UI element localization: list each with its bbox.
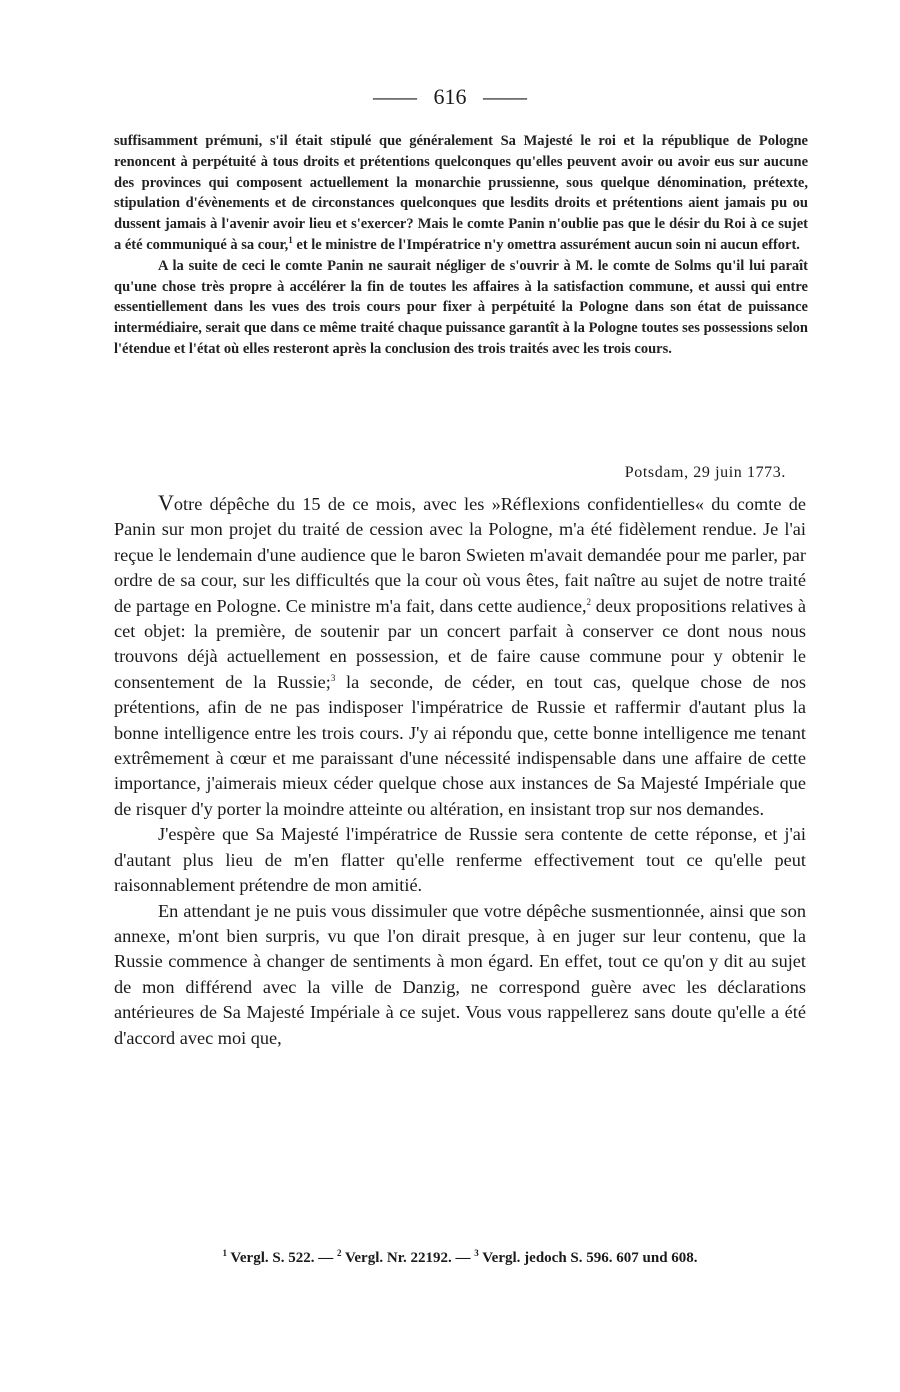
footnote-ref-3: 3 [330, 672, 336, 683]
footnote-1-text: Vergl. S. 522. — [226, 1250, 337, 1266]
preceding-paragraph-1-text: suffisamment prémuni, s'il était stipulé que généralement Sa Majesté le roi et la république de Pologne renoncent à perpétuité à tous droits et prétentions quelconques qu'elles peuvent avoir ou avoir eus sur aucune des provinces qui composent actuellement la monarchie prussienne, sous quelque dénomination, prétexte, stipulation d'évènements et de circonstances quelconques que lesdits droits et prétentions aient jamais pu ou dussent jamais à l'avenir avoir lieu et s'exercer? Mais le comte Panin n'oublie pas que le désir du Roi à ce sujet a été communiqué à sa cour, [114, 133, 808, 253]
page-header [0, 84, 900, 110]
preceding-paragraph-1-end: et le ministre de l'Impératrice n'y omettra assurément aucun soin ni aucun effort. [292, 236, 800, 253]
dateline [114, 462, 786, 484]
page-number: 616 [433, 84, 467, 109]
footnote-2-number: 2 [336, 1248, 342, 1258]
footnote-2-text: Vergl. Nr. 22192. — [341, 1250, 475, 1266]
header-dash-left: —— [373, 84, 417, 109]
preceding-paragraph-2: A la suite de ceci le comte Panin ne saurait négliger de s'ouvrir à M. le comte de Solms qu'il lui paraît qu'une chose très propre à accélérer la fin de toutes les affaires à la satisfaction commune, et aussi qui entre essentiellement dans les vues des trois cours pour fixer à perpétuité la Pologne dans son état de puissance intermédiaire, serait que dans ce même traité chaque puissance garantît à la Pologne toutes ses possessions selon l'étendue et l'état où elles resteront après la conclusion des trois traités avec les trois cours. [114, 257, 808, 357]
preceding-paragraph-1 [114, 131, 808, 256]
footnote-ref-1: 1 [288, 235, 293, 246]
preceding-text-block [114, 131, 808, 360]
letter-paragraph-3: En attendant je ne puis vous dissimuler que votre dépêche susmentionnée, ainsi que son annexe, m'ont bien surpris, vu que l'on dirait presque, à en juger sur leur contenu, que la Russie commence à changer de sentiments à mon égard. En effet, tout ce qu'on y dit au sujet de mon différend avec la ville de Danzig, ne correspond guère avec les déclarations antérieures de Sa Majesté Impériale à ce sujet. Vous vous rappellerez sans doute qu'elle a été d'accord avec moi que, [114, 900, 806, 1048]
header-dash-right: —— [483, 84, 527, 109]
dateline-date: 29 juin 1773. [693, 464, 786, 481]
letter-paragraph-1-c: la seconde, de céder, en tout cas, quelque chose de nos prétentions, afin de ne pas indisposer l'impératrice de Russie et raffermir d'autant plus la bonne intelligence entre les trois cours. J'y ai répondu que, cette bonne intelligence me tenant extrêmement à cœur et me paraissant d'une nécessité indispensable dans une affaire de cette importance, j'aimerais mieux céder quelque chose aux instances de Sa Majesté Impériale que de risquer d'y porter la moindre atteinte ou altération, en insistant trop sur nos demandes. [114, 671, 806, 819]
footnote-ref-2: 2 [586, 596, 592, 607]
letter-paragraph-1-b: deux propositions relatives à cet objet: la première, de soutenir par un concert parfait à conserver ce dont nous nous trouvons déjà actuellement en possession, et de faire cause commune pour y obtenir le consentement de la Russie; [114, 595, 806, 692]
letter-paragraph-2: J'espère que Sa Majesté l'impératrice de Russie sera contente de cette réponse, et j'ai d'autant plus lieu de m'en flatter qu'elle renferme effectivement tout ce qu'elle peut raisonnablement prétendre de mon amitié. [114, 824, 806, 896]
letter-paragraph-1-a: otre dépêche du 15 de ce mois, avec les »Réflexions confidentielles« du comte de Panin sur mon projet du traité de cession avec la Pologne, m'a été fidèlement rendue. Je l'ai reçue le lendemain d'une audience que le baron Swieten m'avait demandée pour me parler, par ordre de sa cour, sur les difficultés que la cour où vous êtes, fait naître au sujet de notre traité de partage en Pologne. Ce ministre m'a fait, dans cette audience, [114, 494, 806, 616]
footnote-3-text: Vergl. jedoch S. 596. 607 und 608. [478, 1250, 698, 1266]
letter-initial: V [158, 490, 174, 515]
footnote-1-number: 1 [222, 1248, 227, 1258]
letter-body [114, 490, 806, 1051]
footnotes [114, 1248, 806, 1268]
footnote-3-number: 3 [474, 1248, 479, 1258]
dateline-place: Potsdam, [624, 464, 689, 481]
letter-paragraph-1 [114, 490, 806, 822]
